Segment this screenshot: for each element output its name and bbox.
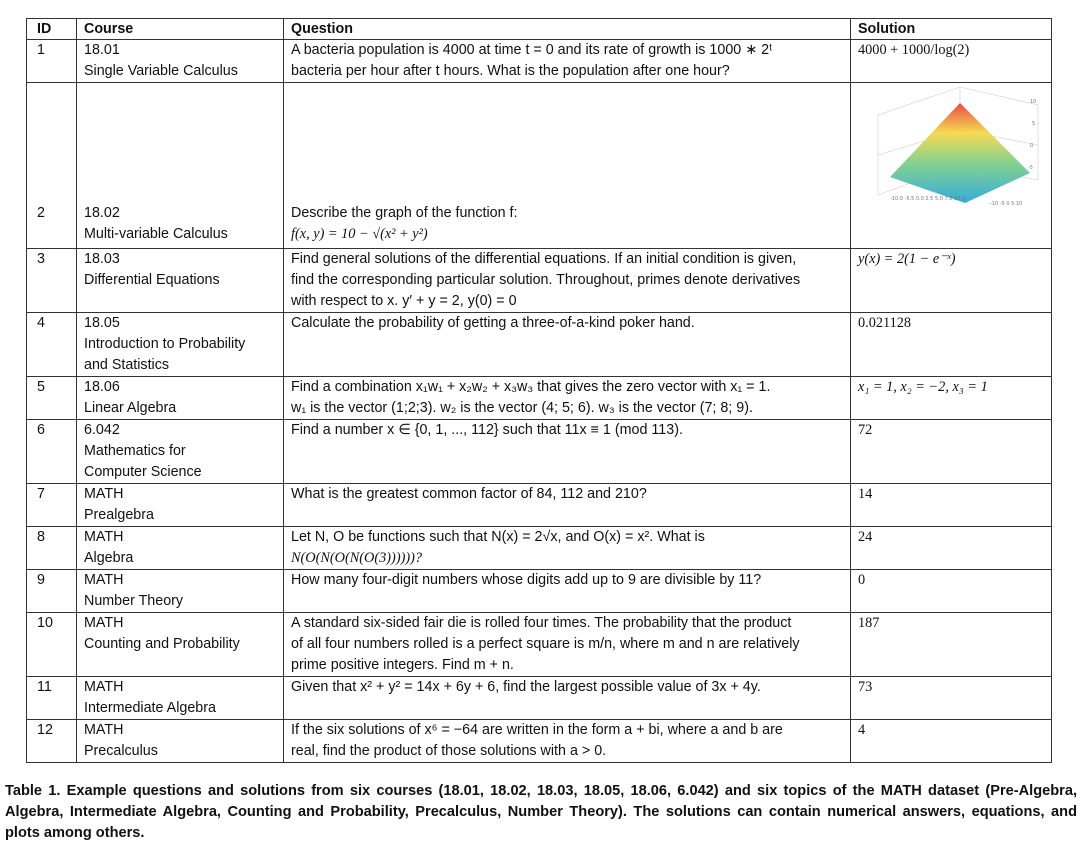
question-line: with respect to x. y′ + y = 2, y(0) = 0 — [291, 293, 517, 309]
course-name: Differential Equations — [84, 272, 220, 288]
row-course — [77, 249, 284, 313]
question-line: How many four-digit numbers whose digits add up to 9 are divisible by 11? — [291, 572, 762, 588]
row-id: 5 — [27, 377, 77, 420]
row-id: 10 — [27, 613, 77, 677]
course-code: MATH — [84, 722, 124, 738]
row-solution: 4000 + 1000/log(2) — [851, 40, 1052, 83]
row-id: 9 — [27, 570, 77, 613]
course-code: MATH — [84, 572, 124, 588]
table-row — [27, 40, 1052, 83]
row-solution: 0 — [851, 570, 1052, 613]
question-line: find the corresponding particular solution. Throughout, primes denote derivatives — [291, 272, 801, 288]
row-solution: 72 — [851, 420, 1052, 484]
row-id: 4 — [27, 313, 77, 377]
row-solution: y(x) = 2(1 − e⁻ˣ) — [851, 249, 1052, 313]
table-row — [27, 377, 1052, 420]
row-solution: x₁ = 1, x₂ = −2, x₃ = 1 — [851, 377, 1052, 420]
table-row — [27, 420, 1052, 484]
question-line: prime positive integers. Find m + n. — [291, 657, 514, 673]
row-question — [284, 527, 851, 570]
header-solution: Solution — [851, 19, 1052, 40]
row-solution: 0.021128 — [851, 313, 1052, 377]
row-id: 6 — [27, 420, 77, 484]
course-name: Linear Algebra — [84, 400, 177, 416]
row-course — [77, 613, 284, 677]
svg-text:-10.0 -5.5 0.0 2.5 5.0 7.5 10.: -10.0 -5.5 0.0 2.5 5.0 7.5 10.0 — [890, 196, 966, 202]
row-question — [284, 40, 851, 83]
course-code: 18.01 — [84, 42, 120, 58]
table-row — [27, 613, 1052, 677]
table-row — [27, 527, 1052, 570]
question-line: Find general solutions of the differential equations. If an initial condition is given, — [291, 251, 797, 267]
surface-plot-icon — [870, 85, 1046, 215]
row-course — [77, 420, 284, 484]
row-question — [284, 420, 851, 484]
row-id: 3 — [27, 249, 77, 313]
table-row — [27, 570, 1052, 613]
question-line: A bacteria population is 4000 at time t = 0 and its rate of growth is 1000 ∗ 2ᵗ — [291, 42, 773, 58]
course-name: Counting and Probability — [84, 636, 240, 652]
question-line: bacteria per hour after t hours. What is the population after one hour? — [291, 63, 730, 79]
header-question: Question — [284, 19, 851, 40]
course-code: 18.02 — [84, 205, 120, 221]
question-line: Calculate the probability of getting a three-of-a-kind poker hand. — [291, 315, 695, 331]
row-course — [77, 484, 284, 527]
svg-text:10: 10 — [1030, 99, 1037, 105]
row-solution: 4 — [851, 720, 1052, 763]
question-line: Find a number x ∈ {0, 1, ..., 112} such that 11x ≡ 1 (mod 113). — [291, 422, 683, 438]
header-course: Course — [77, 19, 284, 40]
course-code: 18.05 — [84, 315, 120, 331]
row-course — [77, 527, 284, 570]
row-course — [77, 313, 284, 377]
row-question — [284, 484, 851, 527]
question-line: What is the greatest common factor of 84, 112 and 210? — [291, 486, 647, 502]
table-caption: Table 1. Example questions and solutions from six courses (18.01, 18.02, 18.03, 18.05, 18.06, 6.042) and six topics of the MATH dataset (Pre-Algebra, Algebra, Intermediate Algebra, Counting and Probability, Precalculus, Number Theory). The solutions can contain numerical answers, equations, and plots among others. — [5, 783, 1077, 841]
row-id: 8 — [27, 527, 77, 570]
course-code: MATH — [84, 615, 124, 631]
question-line: f(x, y) = 10 − √(x² + y²) — [291, 226, 428, 242]
question-line: of all four numbers rolled is a perfect square is m/n, where m and n are relatively — [291, 636, 800, 652]
row-solution: 187 — [851, 613, 1052, 677]
svg-text:0: 0 — [1030, 143, 1034, 149]
row-solution: 24 — [851, 527, 1052, 570]
course-code: MATH — [84, 486, 124, 502]
svg-text:5: 5 — [1032, 121, 1036, 127]
row-id: 1 — [27, 40, 77, 83]
course-name: Mathematics for — [84, 443, 186, 459]
table-row — [27, 249, 1052, 313]
row-id: 11 — [27, 677, 77, 720]
row-id: 12 — [27, 720, 77, 763]
course-name: Precalculus — [84, 743, 158, 759]
course-code: MATH — [84, 679, 124, 695]
question-line: Given that x² + y² = 14x + 6y + 6, find the largest possible value of 3x + 4y. — [291, 679, 761, 695]
row-question — [284, 677, 851, 720]
results-table — [26, 18, 1052, 763]
header-id: ID — [27, 19, 77, 40]
row-question — [284, 720, 851, 763]
row-solution — [851, 83, 1052, 249]
question-line: Let N, O be functions such that N(x) = 2√x, and O(x) = x². What is — [291, 529, 705, 545]
row-question — [284, 83, 851, 249]
row-course — [77, 570, 284, 613]
course-name: Multi-variable Calculus — [84, 226, 228, 242]
question-line: w₁ is the vector (1;2;3). w₂ is the vector (4; 5; 6). w₃ is the vector (7; 8; 9). — [291, 400, 753, 416]
question-line: If the six solutions of x⁶ = −64 are written in the form a + bi, where a and b are — [291, 722, 783, 738]
row-course — [77, 40, 284, 83]
table-row — [27, 677, 1052, 720]
question-line: Describe the graph of the function f: — [291, 205, 518, 221]
svg-text:-5: -5 — [1028, 165, 1033, 171]
table-row — [27, 720, 1052, 763]
course-code: 6.042 — [84, 422, 120, 438]
course-name: Single Variable Calculus — [84, 63, 238, 79]
row-id: 2 — [27, 83, 77, 249]
question-line: N(O(N(O(N(O(3))))))? — [291, 550, 423, 566]
table-row — [27, 313, 1052, 377]
question-line: real, find the product of those solutions with a > 0. — [291, 743, 607, 759]
row-question — [284, 249, 851, 313]
row-solution: 14 — [851, 484, 1052, 527]
row-solution: 73 — [851, 677, 1052, 720]
course-code: MATH — [84, 529, 124, 545]
row-question — [284, 313, 851, 377]
row-question — [284, 377, 851, 420]
course-name: Number Theory — [84, 593, 184, 609]
question-line: Find a combination x₁w₁ + x₂w₂ + x₃w₃ that gives the zero vector with x₁ = 1. — [291, 379, 771, 395]
course-name: and Statistics — [84, 357, 170, 373]
course-name: Introduction to Probability — [84, 336, 246, 352]
svg-text:-10 -5 0 5 10: -10 -5 0 5 10 — [990, 201, 1023, 207]
course-name: Computer Science — [84, 464, 202, 480]
row-question — [284, 570, 851, 613]
row-course — [77, 677, 284, 720]
course-name: Intermediate Algebra — [84, 700, 216, 716]
row-course — [77, 83, 284, 249]
question-line: A standard six-sided fair die is rolled four times. The probability that the product — [291, 615, 792, 631]
row-course — [77, 720, 284, 763]
row-course — [77, 377, 284, 420]
course-name: Prealgebra — [84, 507, 154, 523]
row-question — [284, 613, 851, 677]
course-code: 18.03 — [84, 251, 120, 267]
course-name: Algebra — [84, 550, 134, 566]
table-row — [27, 83, 1052, 249]
row-id: 7 — [27, 484, 77, 527]
table-header-row — [27, 19, 1052, 40]
table-row — [27, 484, 1052, 527]
course-code: 18.06 — [84, 379, 120, 395]
